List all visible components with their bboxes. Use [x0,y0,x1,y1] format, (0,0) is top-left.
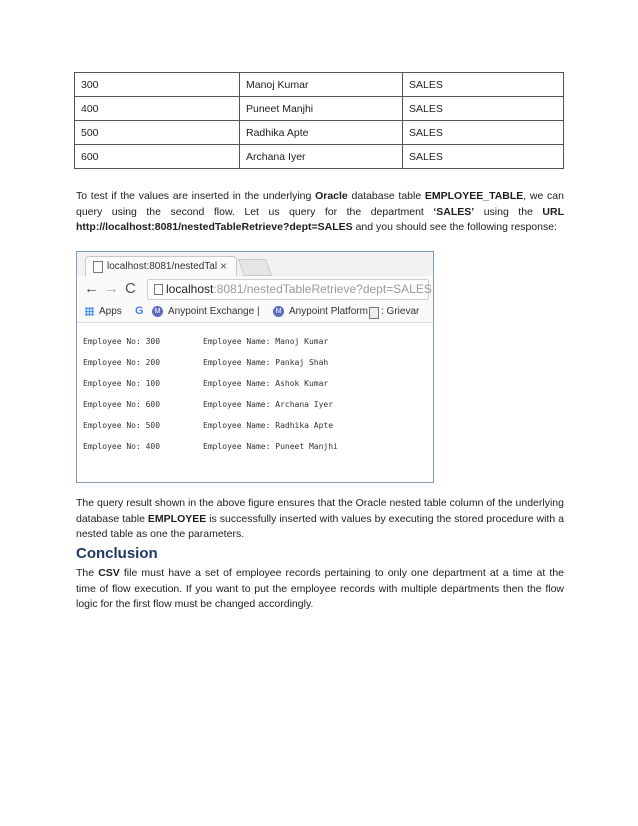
mulesoft-icon: M [273,306,284,317]
paragraph-text: using the [474,205,543,218]
close-tab-icon[interactable]: × [220,259,228,273]
employee-no-cell: 500 [75,121,240,145]
browser-tab[interactable] [85,256,237,277]
employee-no-cell: 300 [75,73,240,97]
result-employee-no: Employee No: 500 [83,421,161,430]
forward-arrow-icon[interactable]: → [104,280,119,297]
reload-icon[interactable]: C [125,280,136,297]
emphasis-csv: CSV [98,567,120,579]
bookmarks-bar [77,302,433,323]
tab-title: localhost:8081/nestedTal [107,261,218,272]
apps-grid-icon[interactable] [85,307,94,316]
page-icon [369,307,379,319]
bookmark-anypoint-exchange[interactable]: Anypoint Exchange | [168,306,260,317]
bookmark-anypoint-platform[interactable]: Anypoint Platform [289,306,368,317]
result-employee-name: Employee Name: Ashok Kumar [203,379,329,388]
result-employee-no: Employee No: 600 [83,400,161,409]
employee-name-cell: Radhika Apte [240,121,403,145]
result-employee-name: Employee Name: Radhika Apte [203,421,334,430]
back-arrow-icon[interactable]: ← [84,280,99,297]
emphasis-table-name: EMPLOYEE_TABLE [424,190,524,202]
paragraph-text: and you should see the following response: [352,221,557,233]
bookmark-grievance[interactable]: : Grievar [381,306,420,317]
response-body [77,323,433,482]
employee-name-cell: Archana Iyer [240,145,403,169]
address-bar[interactable] [147,279,432,300]
result-employee-name: Employee Name: Manoj Kumar [203,337,329,346]
emphasis-url: URL http://localhost:8081/nestedTableRetrieve?dept=SALES [76,205,565,233]
mulesoft-icon: M [152,306,163,317]
emphasis-employee: EMPLOYEE [147,512,207,525]
new-tab-button[interactable] [238,259,272,276]
result-employee-name: Employee Name: Pankaj Shah [203,358,329,367]
result-employee-name: Employee Name: Puneet Manjhi [203,442,338,451]
result-employee-no: Employee No: 100 [83,379,161,388]
browser-screenshot [76,251,434,483]
paragraph-text: file must have a set of employee records pertaining to only one department at a time at the time of flow execution. If you want to put the employee records with multiple departments then the flow logic for the first flow must be changed accordingly. [76,567,564,610]
url-text [166,282,432,296]
result-employee-no: Employee No: 300 [83,337,161,346]
result-employee-no: Employee No: 200 [83,358,161,367]
paragraph-text: database table [347,190,425,202]
tab-bar [77,252,433,276]
department-cell: SALES [403,121,564,145]
employee-table [74,72,564,169]
result-employee-no: Employee No: 400 [83,442,161,451]
page-icon [93,261,103,273]
employee-name-cell: Puneet Manjhi [240,97,403,121]
conclusion-heading: Conclusion [76,545,158,562]
page-info-icon [154,284,163,295]
url-path: :8081/nestedTableRetrieve?dept=SALES [213,282,432,296]
department-cell: SALES [403,145,564,169]
emphasis-oracle: Oracle [315,190,348,202]
employee-no-cell: 400 [75,97,240,121]
url-host: localhost [166,282,214,296]
employee-name-cell: Manoj Kumar [240,73,403,97]
emphasis-department: ‘SALES’ [433,205,475,218]
google-icon[interactable]: G [135,305,144,317]
table-row [75,73,564,97]
navigation-bar [77,276,433,302]
result-employee-name: Employee Name: Archana Iyer [203,400,334,409]
paragraph-text: , we can query using the second flow. Let us query for the department [76,190,564,218]
paragraph-text: is successfully inserted with values by executing the stored procedure with a nested table as one the parameters. [76,512,564,540]
paragraph-text: To test if the values are inserted in the underlying [76,190,316,202]
query-instruction-paragraph [76,189,564,236]
conclusion-paragraph [76,566,564,613]
table-row [75,121,564,145]
employee-no-cell: 600 [75,145,240,169]
bookmark-apps[interactable]: Apps [99,306,122,317]
paragraph-text: The query result shown in the above figure ensures that the Oracle nested table column of the underlying database table [76,497,564,525]
paragraph-text: The [76,567,99,579]
department-cell: SALES [403,97,564,121]
department-cell: SALES [403,73,564,97]
table-row [75,97,564,121]
table-row [75,145,564,169]
query-result-paragraph [76,496,564,543]
